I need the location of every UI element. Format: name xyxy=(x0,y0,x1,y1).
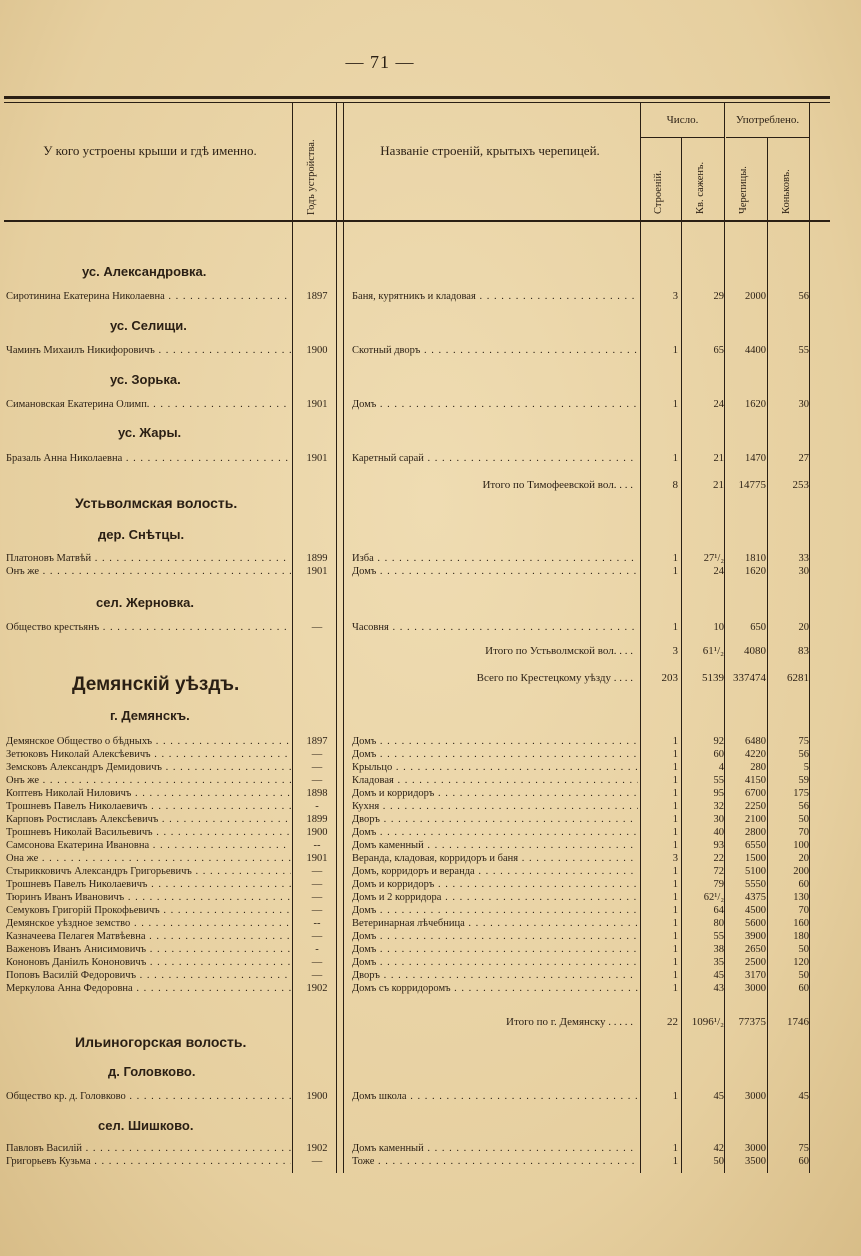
section-heading: д. Головково. xyxy=(108,1064,196,1079)
uezd-heading: Демянскій уѣздъ. xyxy=(72,674,240,695)
table-row: Платоновъ Матвѣй . . . 1899 Изба . . . 1 27¹/₂ 1810 33 xyxy=(0,553,861,566)
table-row: Она же . . . 1901 Веранда, кладовая, корридоръ и баня . . . 3 22 1500 20 xyxy=(0,853,861,866)
grand-total-row: Всего по Крестецкому уѣзду . . . . 203 5139 337474 6281 xyxy=(476,672,809,684)
table-row: Павловъ Василій . . . 1902 Домъ каменный . . . 1 42 3000 75 xyxy=(0,1143,861,1156)
table-row: Земсковъ Александръ Демидовичъ . . . — Крыльцо . . . 1 4 280 5 xyxy=(0,762,861,775)
table-row: Кононовъ Даніилъ Кононовичъ . . . — Домъ . . . 1 35 2500 120 xyxy=(0,957,861,970)
col-divider-3 xyxy=(343,103,344,1173)
table-row: Общество крестьянъ . . . — Часовня . . . 1 10 650 20 xyxy=(0,622,861,635)
col-divider-2 xyxy=(336,103,337,1173)
table-row: Онъ же . . . 1901 Домъ . . . 1 24 1620 30 xyxy=(0,566,861,579)
header-top-rule xyxy=(4,96,830,99)
section-heading: ус. Зорька. xyxy=(110,372,181,387)
table-row: Общество кр. д. Головково . . . 1900 Домъ школа . . . 1 45 3000 45 xyxy=(0,1091,861,1104)
header-ridges: Коньковъ. xyxy=(781,169,792,214)
section-heading: сел. Жерновка. xyxy=(96,595,194,610)
table-row: Трошневъ Павелъ Николаевичъ . . . — Домъ и корридоръ . . . 1 79 5550 60 xyxy=(0,879,861,892)
table-row: Меркулова Анна Федоровна . . . 1902 Домъ съ корридоромъ . . . 1 43 3000 60 xyxy=(0,983,861,996)
section-heading: сел. Шишково. xyxy=(98,1118,194,1133)
section-heading: дер. Снѣтцы. xyxy=(98,527,185,542)
header-group-number: Число. xyxy=(666,114,699,126)
volost-heading: Ильиногорская волость. xyxy=(75,1034,247,1050)
table-row: Чаминъ Михаилъ Никифоровичъ . . . 1900 Скотный дворъ . . . 1 65 4400 55 xyxy=(0,345,861,358)
header-bottom-rule xyxy=(4,220,830,222)
table-row: Карповъ Ростиславъ Алексѣевичъ . . . 1899 Дворъ . . . 1 30 2100 50 xyxy=(0,814,861,827)
table-row: Казначеева Пелагея Матвѣевна . . . — Домъ . . . 1 55 3900 180 xyxy=(0,931,861,944)
section-heading: ус. Александровка. xyxy=(82,264,207,279)
table-row: Григорьевъ Кузьма . . . — Тоже . . . 1 50 3500 60 xyxy=(0,1156,861,1169)
header-year: Годъ устройства. xyxy=(306,139,317,215)
table-row: Стырикковичъ Александръ Григорьевичъ . . . — Домъ, корридоръ и веранда . . . 1 72 5100 200 xyxy=(0,866,861,879)
table-row: Симановская Екатерина Олимп. . . . 1901 Домъ . . . 1 24 1620 30 xyxy=(0,399,861,412)
table-row: Тюринъ Иванъ Ивановичъ . . . — Домъ и 2 корридора . . . 1 62¹/₂ 4375 130 xyxy=(0,892,861,905)
table-row: Сиротинина Екатерина Николаевна . . . 1897 Баня, курятникъ и кладовая . . . 3 29 2000 56 xyxy=(0,291,861,304)
table-row: Семуковъ Григорій Прокофьевичъ . . . — Домъ . . . 1 64 4500 70 xyxy=(0,905,861,918)
header-group-used: Употреблено. xyxy=(735,114,800,126)
total-row: Итого по Тимофеевской вол. . . . 8 21 14775 253 xyxy=(482,479,809,491)
header-owner: У кого устроены крыши и гдѣ именно. xyxy=(43,143,257,158)
table-row: Трошневъ Павелъ Николаевичъ . . . - Кухня . . . 1 32 2250 56 xyxy=(0,801,861,814)
header-sazhen: Кв. саженъ. xyxy=(695,161,706,214)
table-row: Трошневъ Николай Васильевичъ . . . 1900 Домъ . . . 1 40 2800 70 xyxy=(0,827,861,840)
page-number: — 71 — xyxy=(345,52,415,72)
volost-heading: Устьволмская волость. xyxy=(75,495,238,511)
header-tiles: Черепицы. xyxy=(738,166,749,214)
group-rule-number xyxy=(641,137,724,138)
table-row: Бразаль Анна Николаевна . . . 1901 Каретный сарай . . . 1 21 1470 27 xyxy=(0,453,861,466)
header-buildings: Строеній. xyxy=(653,170,664,214)
header-building: Названіе строеній, крытыхъ черепицей. xyxy=(380,143,600,158)
table-row: Поповъ Василій Федоровичъ . . . — Дворъ . . . 1 45 3170 50 xyxy=(0,970,861,983)
total-row: Итого по г. Демянску . . . . . 22 1096¹/₂ 77375 1746 xyxy=(506,1016,809,1028)
section-heading: ус. Жары. xyxy=(118,425,182,440)
table-row: Демянское Общество о бѣдныхъ . . . 1897 Домъ . . . 1 92 6480 75 xyxy=(0,736,861,749)
table-row: Коптевъ Николай Ниловичъ . . . 1898 Домъ и корридоръ . . . 1 95 6700 175 xyxy=(0,788,861,801)
col-divider-8 xyxy=(809,103,810,1173)
table-row: Самсонова Екатерина Ивановна . . . -- Домъ каменный . . . 1 93 6550 100 xyxy=(0,840,861,853)
table-row: Демянское уѣздное земство . . . -- Ветеринарная лѣчебница . . . 1 80 5600 160 xyxy=(0,918,861,931)
table-row: Онъ же . . . — Кладовая . . . 1 55 4150 59 xyxy=(0,775,861,788)
section-heading: г. Демянскъ. xyxy=(110,708,190,723)
col-divider-1 xyxy=(292,103,293,1173)
header-top-rule-thin xyxy=(4,102,830,103)
table-row: Зетюковъ Николай Алексѣевичъ . . . — Домъ . . . 1 60 4220 56 xyxy=(0,749,861,762)
table-row: Важеновъ Иванъ Анисимовичъ . . . - Домъ . . . 1 38 2650 50 xyxy=(0,944,861,957)
col-divider-4 xyxy=(640,103,641,1173)
total-row: Итого по Устьволмской вол. . . . 3 61¹/₂ 4080 83 xyxy=(485,645,809,657)
section-heading: ус. Селищи. xyxy=(110,318,187,333)
col-divider-6 xyxy=(724,103,725,1173)
